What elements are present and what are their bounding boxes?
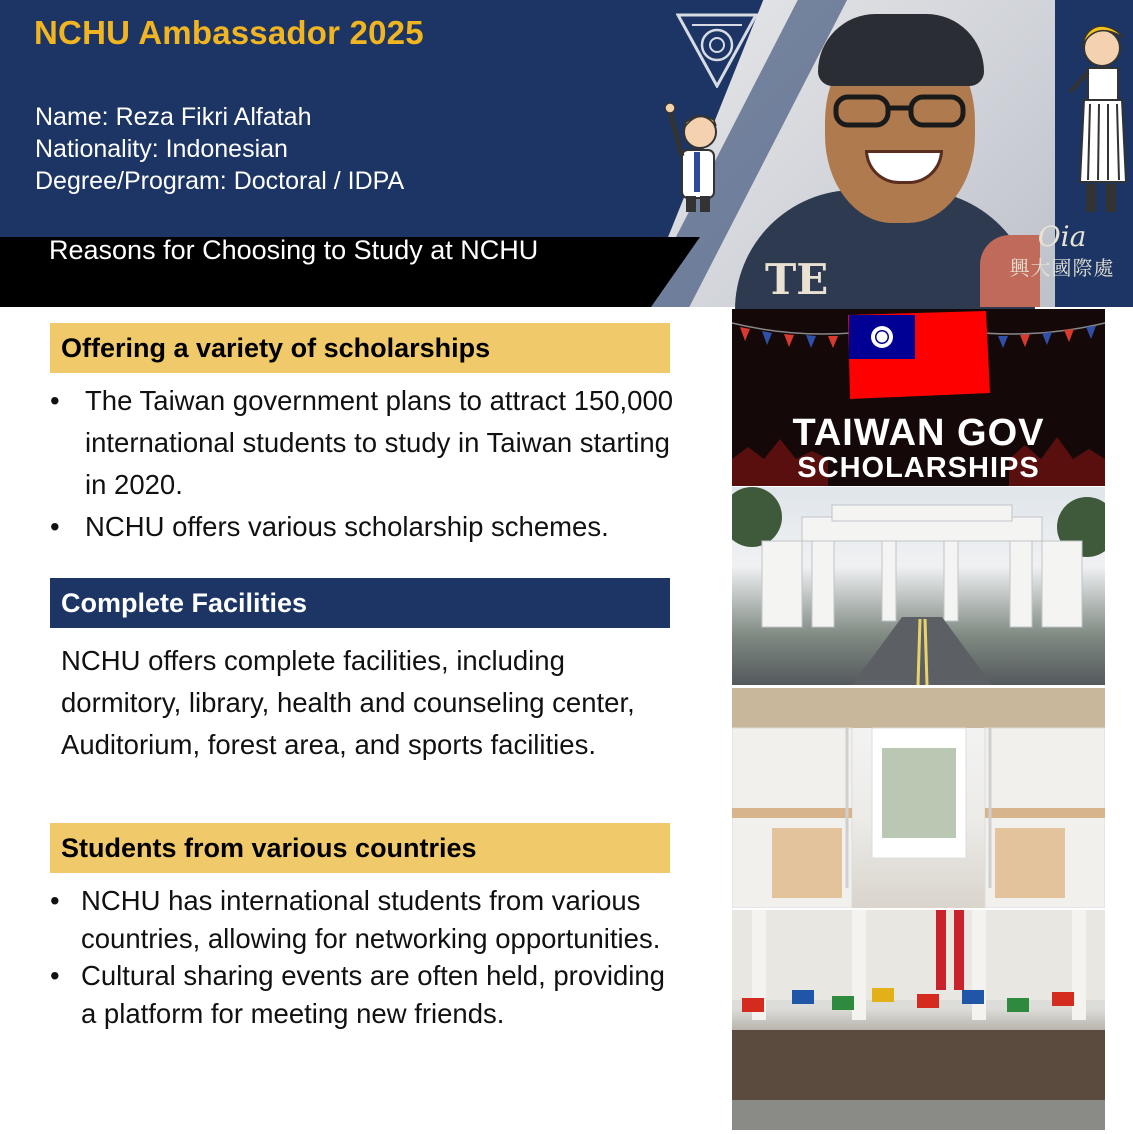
scholarship-title-2: SCHOLARSHIPS [797, 452, 1040, 484]
scholarship-title-1: TAIWAN GOV [792, 412, 1045, 454]
dormitory-image [732, 688, 1105, 908]
scholarships-bullet-list [50, 380, 690, 548]
reasons-banner-text: Reasons for Choosing to Study at NCHU [49, 235, 539, 265]
list-item: • The Taiwan government plans to attract 150,000 international students to study in Taiwan starting in 2020. [50, 380, 690, 506]
nchu-seal-icon [676, 12, 758, 88]
nationality-line: Nationality: Indonesian [35, 135, 288, 163]
international-students-image [732, 910, 1105, 1130]
name-line: Name: Reza Fikri Alfatah [35, 103, 312, 131]
page-title: NCHU Ambassador 2025 [34, 14, 424, 51]
oia-logo [1002, 222, 1122, 292]
campus-gate-illustration [732, 487, 1105, 685]
crowd-flags-illustration [732, 910, 1105, 1130]
facilities-paragraph: NCHU offers complete facilities, including dormitory, library, health and counseling center, Auditorium, forest area, and sports facilities. [61, 645, 635, 760]
section-heading-facilities: Complete Facilities [50, 578, 670, 628]
cartoon-girl-icon [1066, 12, 1132, 217]
oia-logo-text: Oia [1037, 220, 1087, 253]
list-item: • NCHU has international students from various countries, allowing for networking opportunities. [50, 882, 670, 957]
countries-bullet-list [50, 882, 670, 1032]
campus-gate-image [732, 487, 1105, 685]
degree-line: Degree/Program: Doctoral / IDPA [35, 167, 405, 195]
list-item: • NCHU offers various scholarship schemes. [50, 506, 690, 548]
list-item: • Cultural sharing events are often held, providing a platform for meeting new friends. [50, 957, 670, 1032]
oia-logo-chinese: 興大國際處 [1009, 256, 1115, 280]
jacket-letter: TE [765, 255, 829, 304]
glasses-icon [832, 94, 967, 128]
dormitory-illustration [732, 688, 1105, 908]
person-cap [818, 14, 984, 86]
section-heading-scholarships: Offering a variety of scholarships [50, 323, 670, 373]
section-heading-countries: Students from various countries [50, 823, 670, 873]
cartoon-boy-icon [664, 92, 728, 214]
